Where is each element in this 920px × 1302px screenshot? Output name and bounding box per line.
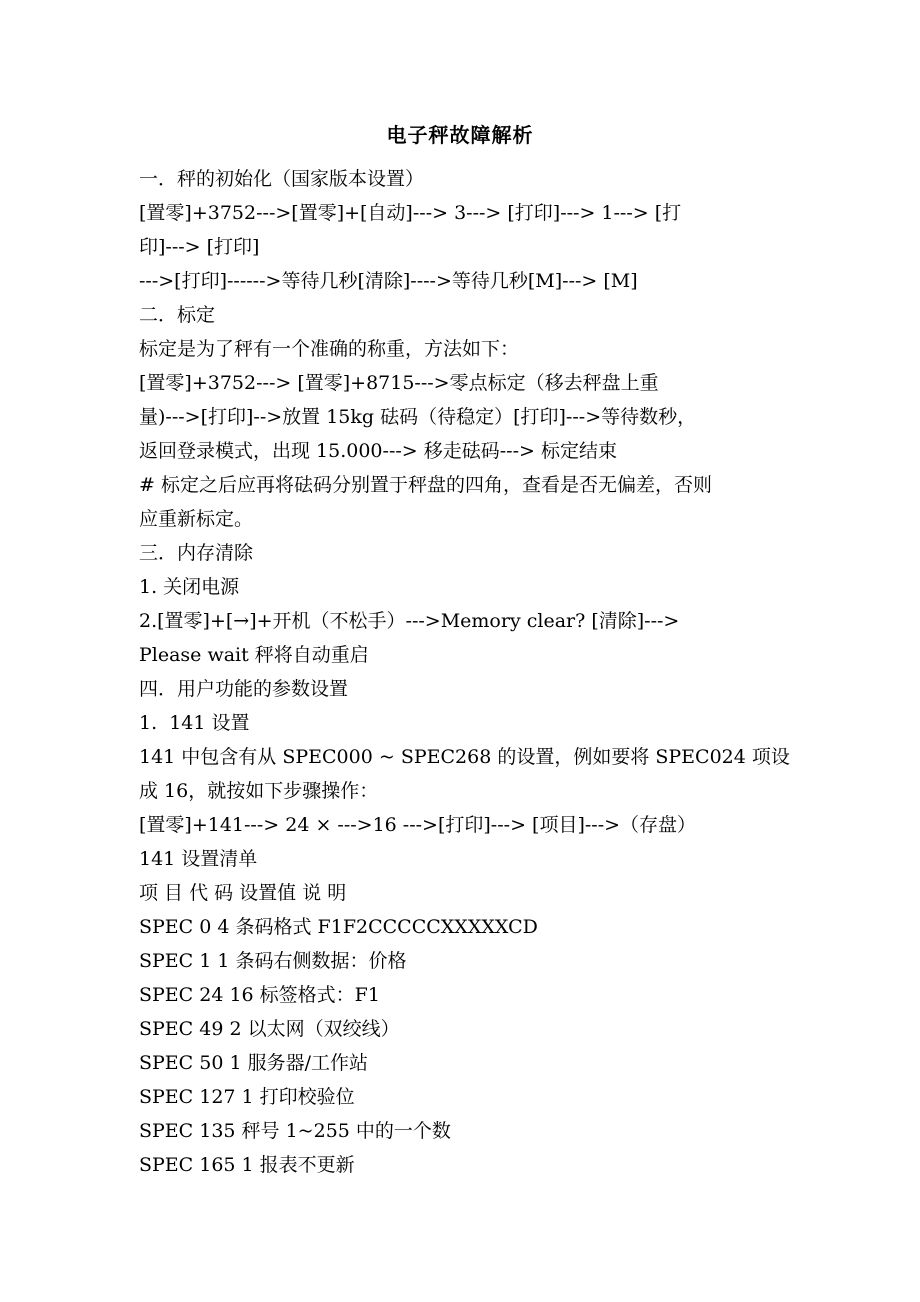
step-line: 1. 关闭电源 <box>139 576 240 598</box>
section-heading: 四．用户功能的参数设置 <box>139 678 349 700</box>
list-heading: 141 设置清单 <box>139 848 258 870</box>
text-line: [置零]+3752---> [置零]+8715--->零点标定（移去秤盘上重 <box>139 372 659 394</box>
step-line: 1. 141 设置 <box>139 712 250 734</box>
note-line: # 标定之后应再将砝码分别置于秤盘的四角，查看是否无偏差，否则 <box>139 474 712 496</box>
note-line: 应重新标定。 <box>139 508 254 530</box>
text-line: 141 中包含有从 SPEC000 ~ SPEC268 的设置，例如要将 SPEC024 项设 <box>139 746 790 768</box>
list-row: SPEC 165 1 报表不更新 <box>139 1154 355 1176</box>
document-title: 电子秤故障解析 <box>386 123 534 147</box>
section-heading: 一．秤的初始化（国家版本设置） <box>139 168 425 190</box>
text-line: 标定是为了秤有一个准确的称重，方法如下： <box>139 338 520 360</box>
section-heading: 三．内存清除 <box>139 542 254 564</box>
list-row: SPEC 50 1 服务器/工作站 <box>139 1052 368 1074</box>
text-line: --->[打印]------>等待几秒[清除]---->等待几秒[M]---> [M] <box>139 270 638 292</box>
step-line: Please wait 秤将自动重启 <box>139 644 369 666</box>
section-heading: 二．标定 <box>139 304 216 326</box>
document-body <box>139 162 799 1182</box>
text-line: 返回登录模式，出现 15.000---> 移走砝码---> 标定结束 <box>139 440 617 462</box>
list-row: SPEC 127 1 打印校验位 <box>139 1086 355 1108</box>
list-row: SPEC 135 秤号 1~255 中的一个数 <box>139 1120 451 1142</box>
text-line: 印]---> [打印] <box>139 236 260 258</box>
text-line: [置零]+3752--->[置零]+[自动]---> 3---> [打印]---> 1---> [打 <box>139 202 682 224</box>
list-row: SPEC 24 16 标签格式：F1 <box>139 984 380 1006</box>
list-row: SPEC 1 1 条码右侧数据：价格 <box>139 950 407 972</box>
text-line: [置零]+141---> 24 × --->16 --->[打印]---> [项目]--->（存盘） <box>139 814 697 836</box>
list-row: SPEC 0 4 条码格式 F1F2CCCCCXXXXXCD <box>139 916 538 938</box>
text-line: 量)--->[打印]-->放置 15kg 砝码（待稳定）[打印]--->等待数秒， <box>139 406 697 428</box>
step-line: 2.[置零]+[→]+开机（不松手）--->Memory clear? [清除]---> <box>139 610 680 632</box>
text-line: 成 16，就按如下步骤操作： <box>139 780 379 802</box>
list-row: SPEC 49 2 以太网（双绞线） <box>139 1018 400 1040</box>
list-header-row: 项 目 代 码 设置值 说 明 <box>139 882 347 904</box>
